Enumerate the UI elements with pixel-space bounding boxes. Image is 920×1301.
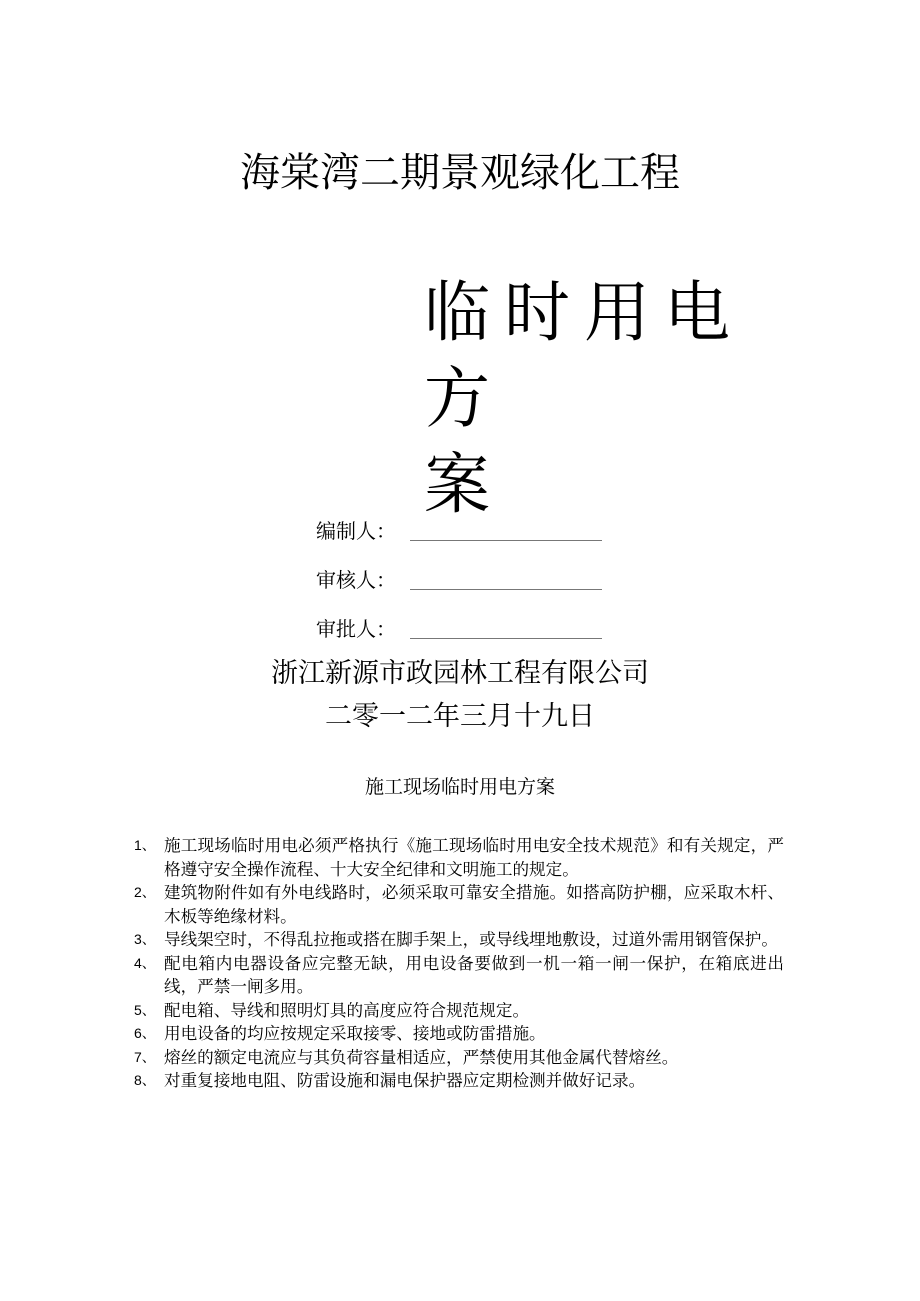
list-item [134, 1046, 784, 1070]
project-title: 海棠湾二期景观绿化工程 [240, 150, 680, 196]
list-item-text: 配电箱内电器设备应完整无缺，用电设备要做到一机一箱一闸一保护，在箱底进出线，严禁一闸多用。 [164, 953, 784, 996]
list-item-number: 3、 [134, 931, 156, 947]
signature-row-approver [316, 610, 636, 659]
list-item-text: 导线架空时，不得乱拉拖或搭在脚手架上，或导线埋地敷设，过道外需用钢管保护。 [164, 930, 778, 949]
document-date: 二零一二年三月十九日 [325, 701, 595, 732]
document-title-line-1: 临时用电方 [424, 274, 744, 437]
section-title: 施工现场临时用电方案 [364, 776, 555, 798]
signature-row-compiler [316, 512, 636, 561]
list-item-number: 8、 [134, 1072, 156, 1088]
signature-block [316, 512, 636, 659]
signature-row-reviewer [316, 561, 636, 610]
company-name: 浙江新源市政园林工程有限公司 [271, 658, 649, 689]
list-item-number: 1、 [134, 837, 156, 853]
list-item-number: 5、 [134, 1001, 156, 1018]
reviewer-signature-line [410, 589, 602, 590]
compiler-signature-line [410, 540, 602, 541]
list-item-text: 施工现场临时用电必须严格执行《施工现场临时用电安全技术规范》和有关规定，严格遵守安全操作流程、十大安全纪律和文明施工的规定。 [164, 836, 784, 879]
approver-label: 审批人： [316, 617, 396, 641]
list-item-text: 建筑物附件如有外电线路时，必须采取可靠安全措施。如搭高防护棚，应采取木杆、木板等绝缘材料。 [164, 883, 784, 926]
list-item-number: 4、 [134, 954, 156, 971]
list-item [134, 881, 784, 928]
list-item-number: 7、 [134, 1048, 156, 1065]
approver-signature-line [410, 638, 602, 639]
document-title [424, 270, 804, 528]
list-item [134, 1069, 784, 1093]
list-item-text: 配电箱、导线和照明灯具的高度应符合规范规定。 [164, 1000, 530, 1020]
reviewer-label: 审核人： [316, 568, 396, 592]
compiler-label: 编制人： [316, 519, 396, 543]
list-item-text: 对重复接地电阻、防雷设施和漏电保护器应定期检测并做好记录。 [164, 1071, 646, 1090]
list-item [134, 834, 784, 881]
list-item [134, 1022, 784, 1046]
document-title-line-2: 案 [424, 446, 504, 523]
list-item [134, 952, 784, 999]
list-item-text: 熔丝的额定电流应与其负荷容量相适应，严禁使用其他金属代替熔丝。 [164, 1047, 679, 1067]
list-item-number: 2、 [134, 884, 156, 900]
list-item-text: 用电设备的均应按规定采取接零、接地或防雷措施。 [164, 1024, 546, 1043]
rules-list [134, 834, 784, 1093]
list-item [134, 999, 784, 1023]
list-item-number: 6、 [134, 1025, 156, 1041]
list-item [134, 928, 784, 952]
